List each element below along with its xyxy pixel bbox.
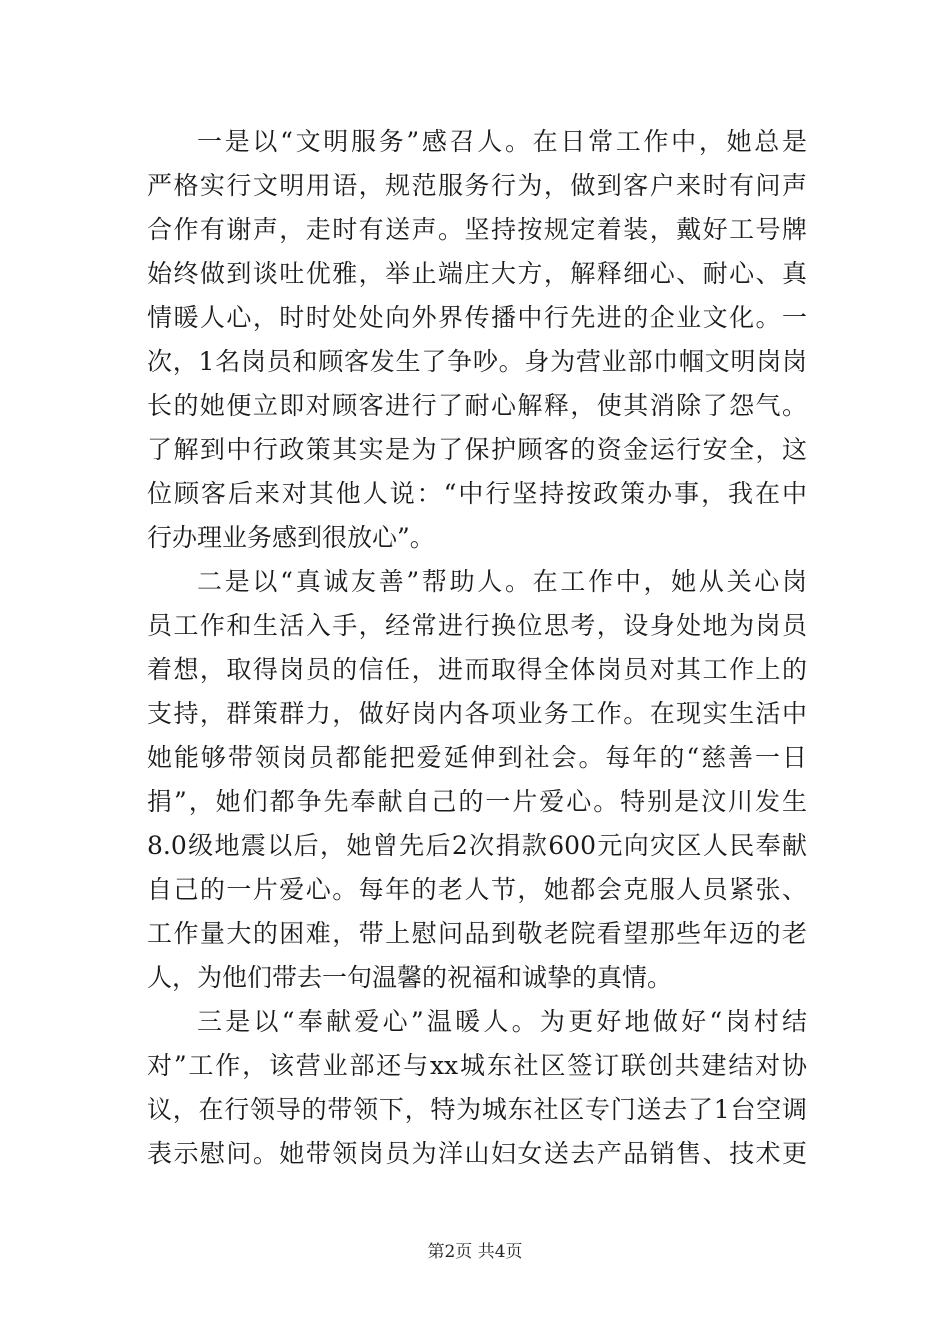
text-line: 位顾客后来对其他人说：“中行坚持按政策办事，我在中 bbox=[147, 479, 807, 508]
text-line: 着想，取得岗员的信任，进而取得全体岗员对其工作上的 bbox=[147, 655, 807, 684]
text-line: 工作量大的困难，带上慰问品到敬老院看望那些年迈的老 bbox=[147, 919, 807, 948]
text-line: 8.0级地震以后，她曾先后2次捐款600元向灾区人民奉献 bbox=[147, 831, 807, 860]
text-line: 一是以“文明服务”感召人。在日常工作中，她总是 bbox=[197, 127, 807, 156]
text-line: 议，在行领导的带领下，特为城东社区专门送去了1台空调 bbox=[147, 1095, 807, 1124]
text-line: 员工作和生活入手，经常进行换位思考，设身处地为岗员 bbox=[147, 611, 807, 640]
text-line: 人，为他们带去一句温馨的祝福和诚挚的真情。 bbox=[147, 963, 673, 992]
text-line: 三是以“奉献爱心”温暖人。为更好地做好“岗村结 bbox=[197, 1007, 807, 1036]
text-line: 情暖人心，时时处处向外界传播中行先进的企业文化。一 bbox=[147, 303, 807, 332]
text-line: 自己的一片爱心。每年的老人节，她都会克服人员紧张、 bbox=[147, 875, 807, 904]
text-line: 始终做到谈吐优雅，举止端庄大方，解释细心、耐心、真 bbox=[147, 259, 807, 288]
text-line: 支持，群策群力，做好岗内各项业务工作。在现实生活中 bbox=[147, 699, 807, 728]
text-line: 对”工作，该营业部还与xx城东社区签订联创共建结对协 bbox=[147, 1051, 807, 1080]
text-line: 长的她便立即对顾客进行了耐心解释，使其消除了怨气。 bbox=[147, 391, 807, 420]
page-number-footer: 第2页 共4页 bbox=[427, 1242, 523, 1262]
text-line: 捐”，她们都争先奉献自己的一片爱心。特别是汶川发生 bbox=[147, 787, 807, 816]
text-line: 行办理业务感到很放心”。 bbox=[147, 523, 435, 552]
body-text bbox=[147, 120, 807, 1176]
text-line: 了解到中行政策其实是为了保护顾客的资金运行安全，这 bbox=[147, 435, 807, 464]
text-line: 表示慰问。她带领岗员为洋山妇女送去产品销售、技术更 bbox=[147, 1139, 807, 1168]
text-line: 次，1名岗员和顾客发生了争吵。身为营业部巾帼文明岗岗 bbox=[147, 347, 807, 376]
text-line: 严格实行文明用语，规范服务行为，做到客户来时有问声 bbox=[147, 171, 807, 200]
text-line: 她能够带领岗员都能把爱延伸到社会。每年的“慈善一日 bbox=[147, 743, 807, 772]
text-line: 二是以“真诚友善”帮助人。在工作中，她从关心岗 bbox=[197, 567, 807, 596]
text-line: 合作有谢声，走时有送声。坚持按规定着装，戴好工号牌 bbox=[147, 215, 807, 244]
